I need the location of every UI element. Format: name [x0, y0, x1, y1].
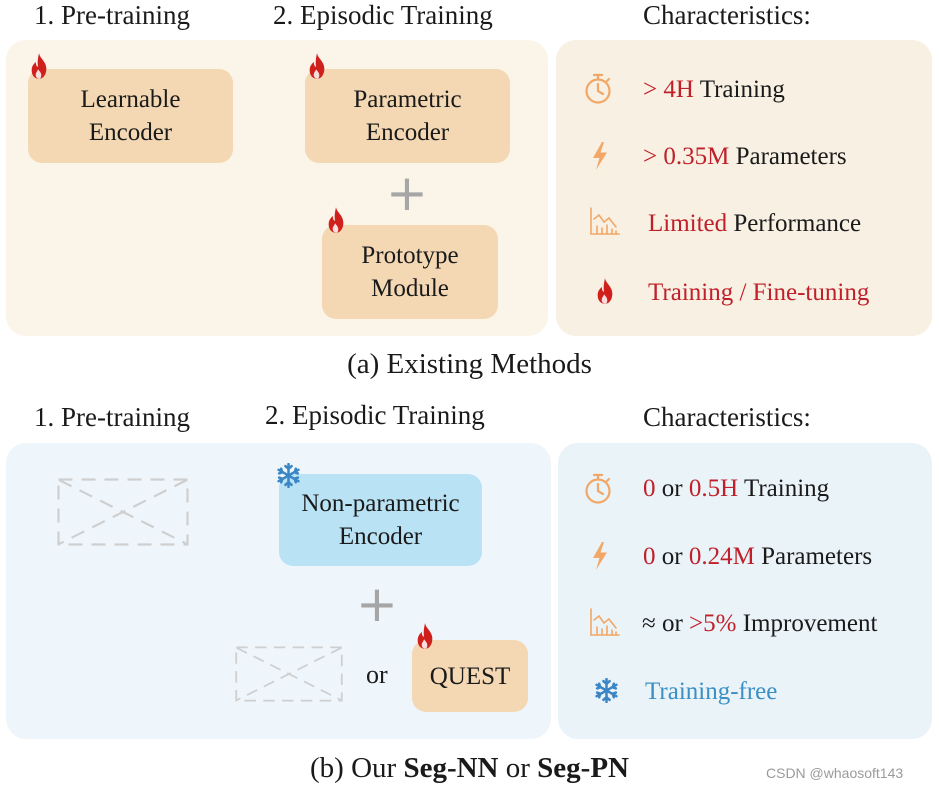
header-episodic-b: 2. Episodic Training [265, 400, 485, 430]
char-training-finetuning [648, 276, 869, 310]
or-text: or [366, 660, 388, 689]
bar-chart-icon [589, 607, 621, 637]
char-value: > 4H [643, 76, 694, 103]
caption-or: or [498, 752, 538, 784]
plus-sign: + [356, 575, 398, 633]
lightning-icon [590, 541, 610, 571]
snowflake-icon [594, 678, 619, 703]
prototype-module-line2: Module [371, 275, 449, 302]
header-characteristics-b: Characteristics: [643, 402, 811, 432]
snowflake-icon [276, 463, 301, 488]
parametric-encoder-line1: Parametric [353, 86, 462, 113]
char-training-time [643, 73, 785, 107]
caption-existing-methods: (a) Existing Methods [347, 348, 592, 380]
char-connector: or [655, 475, 689, 502]
parametric-encoder-line2: Encoder [365, 119, 450, 146]
char-connector: ≈ or [642, 610, 690, 637]
quest-box [412, 640, 528, 712]
char-label: Training [738, 475, 830, 502]
watermark: CSDN @whaosoft143 [766, 765, 904, 781]
char-parameters [643, 540, 872, 574]
char-label: Training [693, 76, 785, 103]
caption-seg-nn: Seg-NN [403, 752, 499, 784]
stopwatch-icon [583, 73, 613, 105]
prototype-module-line1: Prototype [361, 242, 459, 269]
quest-label: QUEST [429, 662, 511, 690]
prototype-module-box [322, 225, 498, 319]
char-value: Training / Fine-tuning [648, 279, 870, 306]
header-pretraining-a: 1. Pre-training [34, 0, 190, 30]
flame-icon [325, 206, 347, 234]
plus-sign: + [386, 164, 428, 222]
bar-chart-icon [589, 206, 621, 236]
char-value: >5% [689, 610, 737, 637]
header-pretraining-b: 1. Pre-training [34, 402, 190, 432]
flame-icon [414, 622, 436, 650]
char-value: > 0.35M [643, 143, 730, 170]
parametric-encoder-box [305, 69, 510, 163]
char-label: Performance [727, 210, 862, 237]
empty-placeholder-box [57, 478, 189, 546]
char-connector: or [655, 543, 689, 570]
char-training-free [645, 675, 777, 709]
non-parametric-encoder-box [279, 474, 482, 566]
char-training-time [643, 472, 829, 506]
header-characteristics-a: Characteristics: [643, 0, 811, 30]
flame-icon [306, 52, 328, 80]
char-value: Limited [648, 210, 728, 237]
empty-placeholder-box [235, 640, 343, 708]
char-label: Parameters [729, 143, 847, 170]
char-value: 0.24M [688, 543, 755, 570]
caption-prefix: (b) Our [310, 752, 404, 784]
non-parametric-encoder-line2: Encoder [338, 523, 423, 550]
char-label: Parameters [754, 543, 873, 570]
char-performance [648, 207, 861, 241]
char-label: Improvement [736, 610, 878, 637]
stopwatch-icon [583, 473, 613, 505]
header-episodic-a: 2. Episodic Training [273, 0, 493, 30]
char-performance [642, 607, 877, 641]
char-value: 0.5H [688, 475, 739, 502]
char-parameters [643, 140, 847, 174]
non-parametric-encoder-line1: Non-parametric [301, 490, 460, 517]
learnable-encoder-line1: Learnable [80, 86, 181, 113]
lightning-icon [590, 141, 610, 171]
learnable-encoder-line2: Encoder [88, 119, 173, 146]
char-value: 0 [643, 543, 656, 570]
char-value: 0 [643, 475, 656, 502]
caption-seg-pn: Seg-PN [537, 752, 629, 784]
flame-icon [594, 277, 616, 305]
learnable-encoder-box [28, 69, 233, 163]
flame-icon [28, 52, 50, 80]
char-value: Training-free [645, 678, 778, 705]
